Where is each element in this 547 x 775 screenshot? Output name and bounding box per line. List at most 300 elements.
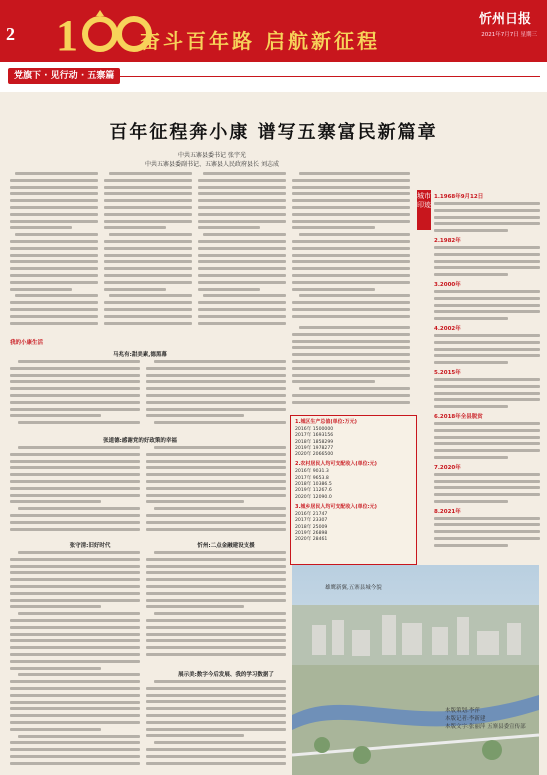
text-line: [434, 392, 540, 395]
text-line: [146, 528, 286, 531]
slogan: 奋斗百年路 启航新征程: [140, 29, 380, 53]
text-line: [10, 487, 140, 490]
text-line: [104, 240, 192, 243]
text-line: [10, 571, 140, 574]
text-line: [292, 367, 410, 370]
text-line: [146, 521, 286, 524]
text-line: [198, 186, 286, 189]
text-line: [18, 673, 140, 676]
text-line: [146, 408, 286, 411]
text-line: [146, 734, 244, 737]
text-line: [154, 360, 286, 363]
page-number: 2: [6, 24, 15, 44]
text-line: [10, 619, 140, 622]
text-line: [434, 260, 540, 263]
article-col-3: [198, 172, 286, 334]
text-line: [292, 360, 410, 363]
text-line: [10, 558, 140, 561]
text-line: [104, 220, 192, 223]
text-line: [104, 254, 192, 257]
text-line: [146, 762, 286, 765]
text-line: [10, 401, 140, 404]
text-line: [146, 599, 286, 602]
publication-date: 2021年7月7日 星期三: [481, 32, 537, 38]
sidebar-tag: 城市印迹: [417, 190, 431, 230]
text-line: [146, 367, 286, 370]
text-line: [146, 473, 286, 476]
text-line: [434, 537, 540, 540]
text-line: [434, 486, 540, 489]
text-line: [10, 288, 72, 291]
text-line: [10, 473, 140, 476]
subhead-story3: 张守清:旧好时代: [69, 543, 111, 549]
text-line: [434, 523, 540, 526]
article-col-4: [292, 172, 410, 322]
text-line: [146, 585, 286, 588]
text-line: [10, 220, 98, 223]
text-line: [292, 380, 375, 383]
timeline-entry-title: 2.1982年: [434, 237, 461, 244]
editor-line-2: 本版记者:李新建: [445, 716, 486, 722]
text-line: [146, 687, 286, 690]
subhead-story4: 忻州:二点金融建设支援: [197, 543, 255, 549]
text-line: [146, 592, 286, 595]
text-line: [434, 290, 540, 293]
text-line: [104, 199, 192, 202]
text-line: [146, 578, 286, 581]
text-line: [434, 436, 540, 439]
text-line: [10, 680, 140, 683]
text-line: [15, 233, 98, 236]
databox-row: 2018年 25009: [295, 524, 328, 530]
article-col-1: [10, 172, 98, 334]
story7-col: [146, 680, 286, 772]
text-line: [10, 179, 98, 182]
timeline-entry-title: 5.2015年: [434, 369, 461, 376]
text-line: [434, 398, 540, 401]
databox-row: 2019年 1978277: [295, 445, 334, 451]
text-line: [434, 222, 540, 225]
text-line: [198, 274, 286, 277]
text-line: [434, 473, 540, 476]
text-line: [104, 315, 192, 318]
text-line: [198, 220, 286, 223]
text-line: [10, 514, 140, 517]
text-line: [146, 707, 286, 710]
text-line: [198, 192, 286, 195]
svg-text:1: 1: [56, 11, 78, 60]
text-line: [292, 301, 410, 304]
databox-subtitle-3: 3.城乡居民人均可支配收入(单位:元): [295, 503, 377, 510]
text-line: [146, 605, 244, 608]
text-line: [198, 260, 286, 263]
text-line: [10, 453, 140, 456]
text-line: [198, 267, 286, 270]
text-line: [10, 206, 98, 209]
text-line: [10, 599, 140, 602]
text-line: [434, 273, 508, 276]
text-line: [434, 297, 540, 300]
text-line: [18, 446, 140, 449]
text-line: [292, 274, 410, 277]
text-line: [10, 192, 98, 195]
text-line: [146, 380, 286, 383]
byline-2: 中共五寨县委副书记、五寨县人民政府县长 刘志成: [145, 161, 279, 168]
text-line: [292, 346, 410, 349]
text-line: [434, 209, 540, 212]
text-line: [18, 735, 140, 738]
text-line: [146, 565, 286, 568]
text-line: [434, 493, 540, 496]
text-line: [146, 494, 286, 497]
text-line: [154, 741, 286, 744]
text-line: [146, 653, 286, 656]
text-line: [203, 294, 286, 297]
text-line: [10, 701, 140, 704]
text-line: [146, 414, 244, 417]
databox-row: 2020年 28461: [295, 537, 328, 543]
text-line: [10, 186, 98, 189]
text-line: [434, 500, 508, 503]
text-line: [10, 274, 98, 277]
text-line: [10, 466, 140, 469]
text-line: [10, 660, 140, 663]
text-line: [146, 394, 286, 397]
text-line: [10, 308, 98, 311]
text-line: [104, 247, 192, 250]
text-line: [154, 551, 286, 554]
text-line: [104, 206, 192, 209]
text-line: [104, 281, 192, 284]
text-line: [434, 341, 540, 344]
databox-row: 2018年 1858299: [295, 439, 334, 445]
headline: 百年征程奔小康 谱写五寨富民新篇章: [109, 122, 438, 143]
text-line: [434, 517, 540, 520]
text-line: [104, 288, 166, 291]
text-line: [146, 480, 286, 483]
text-line: [10, 367, 140, 370]
text-line: [10, 267, 98, 270]
text-line: [154, 680, 286, 683]
text-line: [10, 755, 140, 758]
text-line: [146, 460, 286, 463]
text-line: [10, 301, 98, 304]
subhead-story1: 马兆有:甜美素,德黑幕: [113, 352, 167, 358]
text-line: [10, 394, 140, 397]
text-line: [434, 266, 540, 269]
article-col-2: [104, 172, 192, 334]
text-line: [292, 260, 410, 263]
databox-row: 2019年 11267.6: [295, 488, 332, 494]
text-line: [434, 246, 540, 249]
databox-row: 2017年 9653.8: [295, 475, 329, 481]
story2-col-a: [10, 446, 140, 536]
text-line: [10, 667, 101, 670]
timeline-entry-title: 1.1968年9月12日: [434, 194, 484, 200]
text-line: [292, 192, 410, 195]
paper-logo: 忻州日报: [478, 12, 531, 27]
text-line: [146, 387, 286, 390]
databox-row: 2020年 12090.0: [295, 494, 332, 500]
text-line: [434, 405, 508, 408]
text-line: [198, 226, 260, 229]
databox-subtitle-2: 2.农村居民人均可支配收入(单位:元): [295, 461, 377, 468]
text-line: [198, 301, 286, 304]
text-line: [146, 487, 286, 490]
text-line: [10, 380, 140, 383]
text-line: [203, 172, 286, 175]
text-line: [292, 401, 410, 404]
text-line: [292, 333, 410, 336]
text-line: [104, 301, 192, 304]
text-line: [434, 456, 508, 459]
text-line: [146, 626, 286, 629]
text-line: [104, 267, 192, 270]
text-line: [198, 206, 286, 209]
text-line: [109, 233, 192, 236]
text-line: [10, 694, 140, 697]
text-line: [292, 254, 410, 257]
text-line: [146, 639, 286, 642]
data-box: [290, 415, 417, 565]
text-line: [10, 387, 140, 390]
text-line: [18, 421, 140, 424]
text-line: [434, 310, 540, 313]
text-line: [104, 186, 192, 189]
text-line: [104, 308, 192, 311]
text-line: [10, 460, 140, 463]
story1-col-b: [146, 360, 286, 432]
text-line: [18, 551, 140, 554]
timeline-entry-title: 7.2020年: [434, 464, 461, 471]
text-line: [434, 378, 540, 381]
text-line: [434, 354, 540, 357]
text-line: [10, 639, 140, 642]
timeline-entry-title: 4.2002年: [434, 325, 461, 332]
text-line: [18, 612, 140, 615]
text-line: [10, 528, 140, 531]
text-line: [292, 267, 410, 270]
subhead-story2: 张道德:感谢党的好政策的幸福: [103, 438, 177, 444]
text-line: [10, 741, 140, 744]
text-line: [15, 294, 98, 297]
text-line: [146, 714, 286, 717]
text-line: [10, 585, 140, 588]
text-line: [292, 394, 410, 397]
text-line: [292, 240, 410, 243]
text-line: [434, 361, 508, 364]
text-line: [10, 521, 140, 524]
text-line: [198, 288, 260, 291]
text-line: [10, 213, 98, 216]
text-line: [292, 315, 410, 318]
byline-1: 中共五寨县委书记 张宇光: [178, 152, 246, 159]
subhead-story7: 展示美:数字今后发展、我的学习数据了: [178, 672, 274, 678]
timeline-entry-title: 6.2018年全县脱贫: [434, 413, 483, 420]
text-line: [10, 748, 140, 751]
text-line: [10, 480, 140, 483]
text-line: [146, 619, 286, 622]
text-line: [154, 446, 286, 449]
text-line: [104, 322, 192, 325]
databox-row: 2016年 9031.3: [295, 469, 329, 475]
text-line: [146, 755, 286, 758]
text-line: [10, 281, 98, 284]
text-line: [434, 530, 540, 533]
databox-row: 2020年 2066500: [295, 452, 334, 458]
text-line: [146, 633, 286, 636]
text-line: [146, 500, 244, 503]
text-line: [198, 199, 286, 202]
text-line: [18, 507, 140, 510]
text-line: [154, 507, 286, 510]
text-line: [203, 233, 286, 236]
text-line: [10, 500, 101, 503]
text-line: [15, 172, 98, 175]
text-line: [10, 374, 140, 377]
text-line: [434, 348, 540, 351]
text-line: [434, 229, 508, 232]
text-line: [10, 226, 72, 229]
text-line: [292, 353, 410, 356]
text-line: [10, 254, 98, 257]
text-line: [299, 326, 410, 329]
text-line: [10, 762, 140, 765]
text-line: [10, 408, 140, 411]
text-line: [10, 578, 140, 581]
story1-col-a: [10, 360, 140, 432]
text-line: [198, 213, 286, 216]
text-line: [109, 172, 192, 175]
text-line: [10, 315, 98, 318]
text-line: [198, 308, 286, 311]
text-line: [292, 226, 375, 229]
story2-col-b: [146, 446, 286, 536]
text-line: [10, 653, 140, 656]
text-line: [434, 544, 508, 547]
text-line: [10, 633, 140, 636]
text-line: [292, 247, 410, 250]
text-line: [146, 571, 286, 574]
text-line: [146, 374, 286, 377]
text-line: [10, 240, 98, 243]
databox-row: 2016年 21747: [295, 511, 328, 517]
text-line: [10, 260, 98, 263]
text-line: [434, 385, 540, 388]
text-line: [292, 179, 410, 182]
text-line: [198, 322, 286, 325]
text-line: [434, 422, 540, 425]
text-line: [434, 429, 540, 432]
text-line: [10, 322, 98, 325]
text-line: [10, 565, 140, 568]
text-line: [146, 721, 286, 724]
text-line: [146, 748, 286, 751]
text-line: [292, 206, 410, 209]
text-line: [292, 374, 410, 377]
text-line: [434, 334, 540, 337]
text-line: [292, 340, 410, 343]
editor-line-3: 本版文字:张丽萍 五寨县委宣传部: [445, 724, 526, 730]
text-line: [292, 199, 410, 202]
text-line: [146, 466, 286, 469]
text-line: [434, 480, 540, 483]
databox-row: 2019年 26898: [295, 530, 328, 536]
text-line: [292, 281, 410, 284]
text-line: [198, 315, 286, 318]
text-line: [292, 213, 410, 216]
text-line: [10, 592, 140, 595]
text-line: [198, 281, 286, 284]
text-line: [434, 216, 540, 219]
text-line: [10, 646, 140, 649]
text-line: [146, 401, 286, 404]
text-line: [434, 304, 540, 307]
text-line: [10, 707, 140, 710]
text-line: [146, 728, 286, 731]
text-line: [154, 612, 286, 615]
text-line: [10, 721, 140, 724]
text-line: [104, 274, 192, 277]
databox-row: 2018年 10386.5: [295, 482, 332, 488]
text-line: [10, 626, 140, 629]
text-line: [104, 192, 192, 195]
text-line: [146, 514, 286, 517]
timeline-entry-title: 8.2021年: [434, 508, 461, 515]
timeline-entry-title: 3.2000年: [434, 281, 461, 288]
text-line: [10, 714, 140, 717]
text-line: [292, 308, 410, 311]
text-line: [146, 646, 286, 649]
story3-col: [10, 551, 140, 771]
city-aerial-photo: [292, 565, 539, 775]
timeline-col: [434, 190, 540, 560]
text-line: [299, 233, 410, 236]
text-line: [146, 558, 286, 561]
text-line: [434, 449, 540, 452]
subhead-main: 我的小康生活: [10, 340, 44, 346]
text-line: [198, 247, 286, 250]
text-line: [292, 220, 410, 223]
text-line: [10, 199, 98, 202]
text-line: [292, 288, 375, 291]
text-line: [10, 687, 140, 690]
text-line: [299, 294, 410, 297]
photo-caption: 雄鹰新翼,五寨县城今貌: [325, 585, 382, 591]
text-line: [146, 700, 286, 703]
text-line: [109, 294, 192, 297]
section-title: 党旗下 · 见行动 · 五寨篇: [8, 68, 120, 84]
section-rule: [120, 76, 540, 77]
text-line: [10, 605, 101, 608]
text-line: [10, 247, 98, 250]
story4-col: [146, 551, 286, 666]
databox-row: 2017年 1693156: [295, 433, 334, 439]
databox-row: 2016年 1500000: [295, 427, 334, 432]
text-line: [434, 442, 540, 445]
text-line: [10, 494, 140, 497]
text-line: [292, 186, 410, 189]
databox-title: 1.城区生产总值(单位:万元): [295, 419, 357, 425]
text-line: [18, 360, 140, 363]
text-line: [198, 254, 286, 257]
text-line: [154, 421, 286, 424]
text-line: [434, 317, 508, 320]
text-line: [10, 728, 101, 731]
article-col-5: [292, 326, 410, 410]
text-line: [104, 179, 192, 182]
page-header: [0, 0, 547, 62]
